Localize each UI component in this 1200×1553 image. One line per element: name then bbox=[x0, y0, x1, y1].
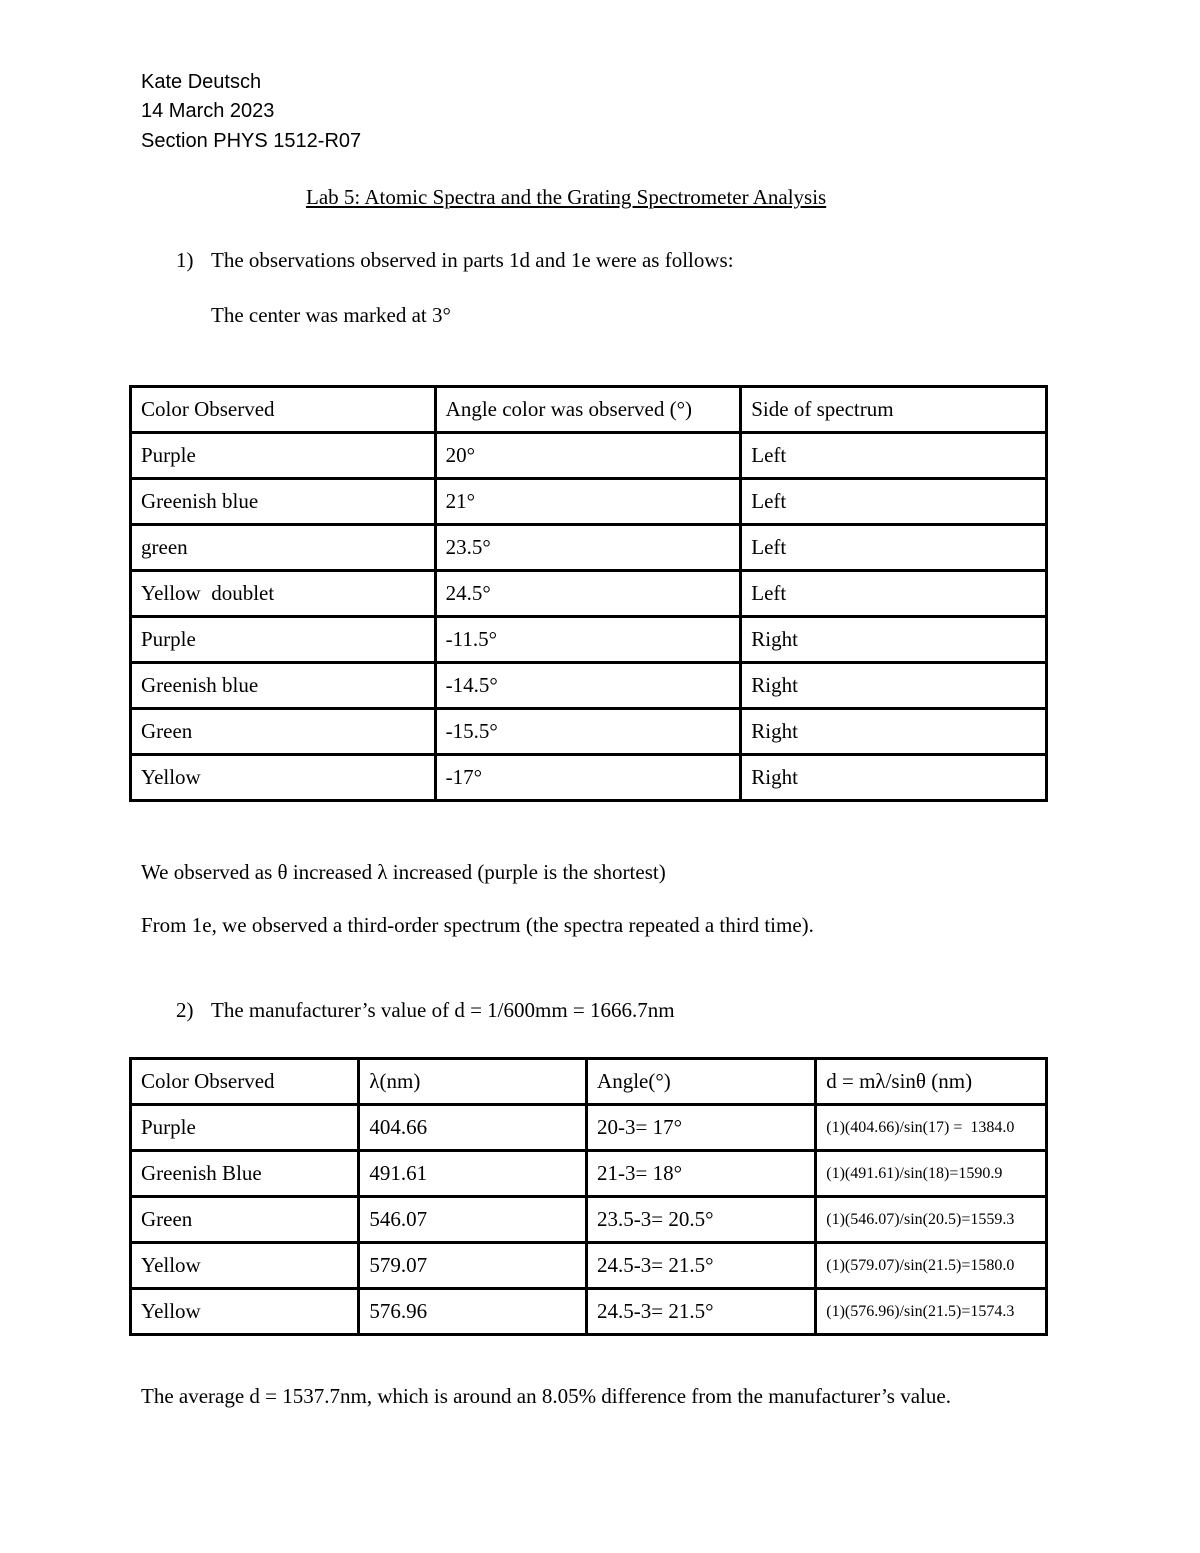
table-row bbox=[131, 433, 1047, 479]
table-cell: Greenish blue bbox=[131, 479, 436, 525]
table-cell: 23.5° bbox=[435, 525, 741, 571]
table-cell: Yellow bbox=[131, 1243, 359, 1289]
table-header-row bbox=[131, 387, 1047, 433]
formula-cell: (1)(576.96)/sin(21.5)=1574.3 bbox=[816, 1289, 1047, 1335]
table-cell: Green bbox=[131, 1197, 359, 1243]
table-cell: 20-3= 17° bbox=[587, 1105, 816, 1151]
table-cell: 491.61 bbox=[359, 1151, 587, 1197]
table-cell: 24.5° bbox=[435, 571, 741, 617]
header-cell: Angle color was observed (°) bbox=[435, 387, 741, 433]
table-row bbox=[131, 617, 1047, 663]
header-cell: Color Observed bbox=[131, 387, 436, 433]
formula-cell: (1)(404.66)/sin(17) = 1384.0 bbox=[816, 1105, 1047, 1151]
grating-spacing-table bbox=[129, 1057, 1048, 1336]
header-cell: Angle(°) bbox=[587, 1059, 816, 1105]
table-cell: Yellow bbox=[131, 1289, 359, 1335]
table-row bbox=[131, 1151, 1047, 1197]
formula-cell: (1)(579.07)/sin(21.5)=1580.0 bbox=[816, 1243, 1047, 1289]
observation-wavelength: We observed as θ increased λ increased (purple is the shortest) bbox=[141, 860, 666, 884]
table-cell: -17° bbox=[435, 755, 741, 801]
table-cell: 576.96 bbox=[359, 1289, 587, 1335]
table-cell: Purple bbox=[131, 617, 436, 663]
table-cell: Left bbox=[741, 433, 1047, 479]
table-cell: 24.5-3= 21.5° bbox=[587, 1243, 816, 1289]
table-cell: Purple bbox=[131, 433, 436, 479]
question-1-text: The observations observed in parts 1d and 1e were as follows: bbox=[211, 248, 734, 272]
header-cell: d = mλ/sinθ (nm) bbox=[816, 1059, 1047, 1105]
header-cell: λ(nm) bbox=[359, 1059, 587, 1105]
table-row bbox=[131, 1289, 1047, 1335]
table-cell: -14.5° bbox=[435, 663, 741, 709]
table-row bbox=[131, 1197, 1047, 1243]
header-cell: Color Observed bbox=[131, 1059, 359, 1105]
question-1-number: 1) bbox=[176, 248, 194, 272]
table-cell: Purple bbox=[131, 1105, 359, 1151]
center-note: The center was marked at 3° bbox=[211, 303, 451, 327]
report-date: 14 March 2023 bbox=[141, 100, 275, 122]
table-cell: 24.5-3= 21.5° bbox=[587, 1289, 816, 1335]
table-cell: 21-3= 18° bbox=[587, 1151, 816, 1197]
question-2-number: 2) bbox=[176, 998, 194, 1022]
table-cell: Left bbox=[741, 525, 1047, 571]
table-cell: 546.07 bbox=[359, 1197, 587, 1243]
table-cell: 404.66 bbox=[359, 1105, 587, 1151]
observations-table bbox=[129, 385, 1048, 802]
table-cell: Green bbox=[131, 709, 436, 755]
table-row bbox=[131, 479, 1047, 525]
observation-third-order: From 1e, we observed a third-order spectrum (the spectra repeated a third time). bbox=[141, 913, 814, 937]
table-cell: Right bbox=[741, 617, 1047, 663]
header-cell: Side of spectrum bbox=[741, 387, 1047, 433]
table-cell: 20° bbox=[435, 433, 741, 479]
course-section: Section PHYS 1512-R07 bbox=[141, 130, 362, 152]
table-cell: -11.5° bbox=[435, 617, 741, 663]
formula-cell: (1)(546.07)/sin(20.5)=1559.3 bbox=[816, 1197, 1047, 1243]
table-cell: Greenish Blue bbox=[131, 1151, 359, 1197]
table-cell: -15.5° bbox=[435, 709, 741, 755]
table-row bbox=[131, 525, 1047, 571]
table-cell: Yellow doublet bbox=[131, 571, 436, 617]
table-row bbox=[131, 1105, 1047, 1151]
question-2-text: The manufacturer’s value of d = 1/600mm = 1666.7nm bbox=[211, 998, 675, 1022]
table-row bbox=[131, 1243, 1047, 1289]
table-cell: Left bbox=[741, 571, 1047, 617]
table-row bbox=[131, 709, 1047, 755]
table-cell: Right bbox=[741, 709, 1047, 755]
table-cell: 21° bbox=[435, 479, 741, 525]
table-cell: Left bbox=[741, 479, 1047, 525]
table-cell: 23.5-3= 20.5° bbox=[587, 1197, 816, 1243]
table-cell: 579.07 bbox=[359, 1243, 587, 1289]
table-row bbox=[131, 663, 1047, 709]
author-name: Kate Deutsch bbox=[141, 71, 262, 93]
table-cell: Greenish blue bbox=[131, 663, 436, 709]
table-cell: Yellow bbox=[131, 755, 436, 801]
table-cell: Right bbox=[741, 663, 1047, 709]
table-cell: Right bbox=[741, 755, 1047, 801]
table-header-row bbox=[131, 1059, 1047, 1105]
table-row bbox=[131, 571, 1047, 617]
table-cell: green bbox=[131, 525, 436, 571]
table-row bbox=[131, 755, 1047, 801]
conclusion-text: The average d = 1537.7nm, which is around an 8.05% difference from the manufacturer’s value. bbox=[141, 1384, 951, 1408]
formula-cell: (1)(491.61)/sin(18)=1590.9 bbox=[816, 1151, 1047, 1197]
document-title: Lab 5: Atomic Spectra and the Grating Spectrometer Analysis bbox=[306, 185, 827, 209]
